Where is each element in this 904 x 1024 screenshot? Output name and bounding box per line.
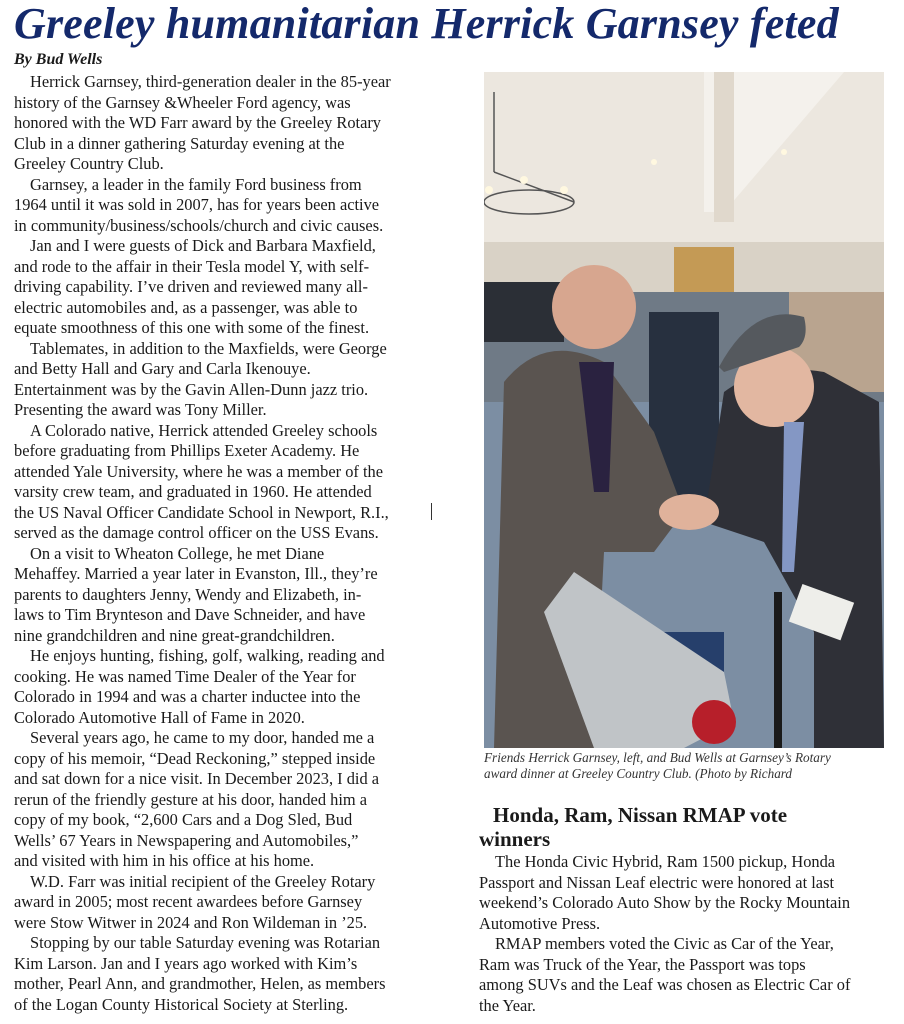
text-line: of the Logan County Historical Society at Sterling. — [14, 994, 349, 1014]
text-line: rerun of the friendly gesture at his door, handed him a — [14, 789, 367, 809]
text-line: Greeley Country Club. — [14, 154, 164, 173]
text-line: He enjoys hunting, fishing, golf, walking, reading and — [30, 646, 385, 665]
text-line: honored with the WD Farr award by the Greeley Rotary — [14, 113, 382, 132]
sidebar-paragraph — [479, 934, 899, 1016]
text-line: among SUVs and the Leaf was chosen as Electric Car of — [479, 975, 851, 994]
article-paragraph — [14, 872, 434, 934]
sidebar-headline — [479, 803, 787, 851]
text-line: Kim Larson. Jan and I years ago worked with Kim’s — [14, 953, 358, 973]
text-line: electric automobiles and, as a passenger, was able to — [14, 297, 358, 317]
text-line: Mehaffey. Married a year later in Evanston, Ill., they’re — [14, 564, 378, 583]
text-line: driving capability. I’ve driven and reviewed many all- — [14, 277, 368, 296]
text-line: Tablemates, in addition to the Maxfields, were George — [30, 338, 387, 358]
text-line: Stopping by our table Saturday evening was Rotarian — [30, 933, 381, 952]
text-line: award in 2005; most recent awardees before Garnsey — [14, 892, 363, 911]
text-cursor — [431, 503, 432, 520]
text-line: Honda, Ram, Nissan RMAP vote — [493, 803, 788, 827]
text-line: Several years ago, he came to my door, handed me a — [30, 728, 375, 747]
text-line: the Year. — [479, 995, 536, 1015]
text-line: history of the Garnsey &Wheeler Ford agency, was — [14, 92, 351, 112]
text-line: the US Naval Officer Candidate School in Newport, R.I., — [14, 502, 389, 522]
text-line: award dinner at Greeley Country Club. (Photo by Richard — [484, 766, 793, 781]
text-line: attended Yale University, where he was a member of the — [14, 461, 383, 481]
text-line: Club in a dinner gathering Saturday evening at the — [14, 133, 345, 153]
text-line: Passport and Nissan Leaf electric were honored at last — [479, 872, 834, 892]
text-line: Herrick Garnsey, third-generation dealer in the 85-year — [30, 72, 391, 91]
byline: By Bud Wells — [14, 51, 103, 68]
text-line: The Honda Civic Hybrid, Ram 1500 pickup, Honda — [495, 852, 836, 871]
text-line: 1964 until it was sold in 2007, has for years been active — [14, 195, 380, 214]
text-line: Colorado in 1994 and was a charter inductee into the — [14, 687, 361, 706]
text-line: weekend’s Colorado Auto Show by the Rocky Mountain — [479, 893, 851, 912]
text-line: Presenting the award was Tony Miller. — [14, 400, 267, 419]
text-line: laws to Tim Brynteson and Dave Schneider, and have — [14, 605, 366, 624]
text-line: Jan and I were guests of Dick and Barbara Maxfield, — [30, 236, 376, 255]
article-paragraph — [14, 933, 434, 1015]
text-line: Friends Herrick Garnsey, left, and Bud Wells at Garnsey’s Rotary — [484, 750, 831, 765]
text-line: parents to daughters Jenny, Wendy and Elizabeth, in- — [14, 584, 362, 604]
text-line: On a visit to Wheaton College, he met Diane — [30, 543, 325, 563]
text-line: and sat down for a nice visit. In December 2023, I did a — [14, 769, 380, 788]
article-paragraph — [14, 339, 434, 421]
photo-illustration — [484, 72, 884, 748]
text-line: Automotive Press. — [479, 913, 601, 933]
text-line: and Betty Hall and Gary and Carla Ikenouye. — [14, 359, 311, 378]
article-paragraph — [14, 728, 434, 872]
text-line: cooking. He was named Time Dealer of the Year for — [14, 666, 356, 686]
text-line: before graduating from Phillips Exeter Academy. He — [14, 441, 360, 460]
text-line: varsity crew team, and graduated in 1960. He attended — [14, 482, 372, 501]
article-paragraph — [14, 72, 434, 175]
text-line: mother, Pearl Ann, and grandmother, Helen, as members — [14, 974, 386, 993]
text-line: and rode to the affair in their Tesla model Y, with self- — [14, 256, 370, 276]
text-line: RMAP members voted the Civic as Car of the Year, — [495, 934, 834, 953]
text-line: copy of his memoir, “Dead Reckoning,” stepped inside — [14, 748, 376, 768]
text-line: Colorado Automotive Hall of Fame in 2020. — [14, 707, 305, 727]
text-line: Garnsey, a leader in the family Ford business from — [30, 174, 362, 194]
text-line: Entertainment was by the Gavin Allen-Dunn jazz trio. — [14, 379, 369, 399]
text-line: nine grandchildren and nine great-grandchildren. — [14, 625, 335, 645]
text-line: served as the damage control officer on the USS Evans. — [14, 523, 379, 542]
photo-caption — [484, 750, 894, 782]
article-paragraph — [14, 421, 434, 544]
article-paragraph — [14, 236, 434, 339]
text-line: in community/business/schools/church and civic causes. — [14, 215, 384, 235]
article-headline: Greeley humanitarian Herrick Garnsey feted — [14, 0, 839, 48]
sidebar-body — [479, 852, 899, 1016]
text-line: A Colorado native, Herrick attended Greeley schools — [30, 420, 378, 440]
text-line: equate smoothness of this one with some of the finest. — [14, 318, 370, 337]
text-line: copy of my book, “2,600 Cars and a Dog Sled, Bud — [14, 810, 353, 829]
text-line: W.D. Farr was initial recipient of the Greeley Rotary — [30, 871, 376, 891]
article-photo — [484, 72, 884, 748]
article-body — [14, 72, 434, 1015]
sidebar-paragraph — [479, 852, 899, 934]
article-paragraph — [14, 175, 434, 237]
text-line: Ram was Truck of the Year, the Passport was tops — [479, 954, 806, 974]
article-paragraph — [14, 646, 434, 728]
text-line: were Stow Witwer in 2024 and Ron Wildeman in ’25. — [14, 912, 368, 932]
text-line: and visited with him in his office at his home. — [14, 851, 315, 870]
text-line: Wells’ 67 Years in Newspapering and Automobiles,” — [14, 830, 359, 850]
text-line: winners — [479, 827, 551, 851]
article-paragraph — [14, 544, 434, 647]
